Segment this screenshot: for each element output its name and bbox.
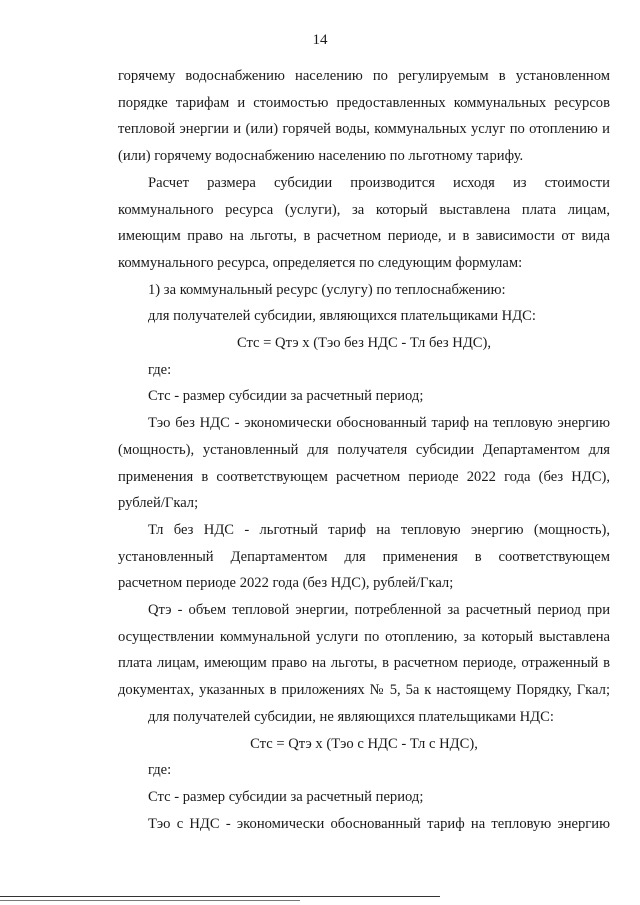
footer-rule-secondary: [0, 900, 300, 901]
formula-line: Стс = Qтэ x (Тэо без НДС - Тл без НДС),: [236, 335, 492, 352]
text-line: Расчет размера субсидии производится исходя из стоимости: [148, 174, 610, 191]
text-line: порядке тарифам и стоимостью предоставленных коммунальных ресурсов: [118, 94, 610, 111]
text-line: Тл без НДС - льготный тариф на тепловую энергию (мощность),: [148, 521, 610, 538]
text-line: Qтэ - объем тепловой энергии, потребленной за расчетный период при: [148, 602, 610, 619]
footer-rule: [0, 896, 440, 897]
text-line: применения в соответствующем расчетном периоде 2022 года (без НДС),: [118, 468, 610, 485]
text-line: Тэо с НДС - экономически обоснованный тариф на тепловую энергию: [148, 815, 610, 832]
document-body: [118, 63, 610, 837]
text-line: (или) горячему водоснабжению населению по льготному тарифу.: [118, 148, 524, 165]
text-line: коммунального ресурса, определяется по следующим формулам:: [118, 254, 523, 271]
text-line: где:: [148, 361, 172, 378]
text-line: рублей/Гкал;: [118, 495, 199, 512]
text-line: коммунального ресурса (услуги), за который выставлена плата лицам,: [118, 201, 610, 218]
text-line: расчетном периоде 2022 года (без НДС), рублей/Гкал;: [118, 575, 454, 592]
page-number: 14: [312, 32, 328, 48]
text-line: где:: [148, 762, 172, 779]
text-line: установленный Департаментом для применения в соответствующем: [118, 548, 610, 565]
text-line: Тэо без НДС - экономически обоснованный тариф на тепловую энергию: [148, 415, 610, 432]
text-line: для получателей субсидии, являющихся плательщиками НДС:: [148, 308, 536, 325]
text-line: имеющим право на льготы, в расчетном периоде, и в зависимости от вида: [118, 228, 610, 245]
text-line: Стс - размер субсидии за расчетный период;: [148, 788, 424, 805]
text-line: тепловой энергии и (или) горячей воды, коммунальных услуг по отоплению и: [118, 121, 610, 138]
text-line: (мощность), установленный для получателя субсидии Департаментом для: [118, 441, 610, 458]
formula-line: Стс = Qтэ x (Тэо с НДС - Тл с НДС),: [250, 735, 478, 752]
text-line: осуществлении коммунальной услуги по отоплению, за который выставлена: [118, 628, 610, 645]
text-line: горячему водоснабжению населению по регулируемым в установленном: [118, 68, 610, 84]
text-line: документах, указанных в приложениях № 5, 5а к настоящему Порядку, Гкал;: [118, 682, 610, 699]
text-line: Стс - размер субсидии за расчетный период;: [148, 388, 424, 405]
text-line: для получателей субсидии, не являющихся плательщиками НДС:: [148, 708, 554, 725]
text-line: 1) за коммунальный ресурс (услугу) по теплоснабжению:: [148, 281, 506, 298]
text-line: плата лицам, имеющим право на льготы, в расчетном периоде, отраженный в: [118, 655, 610, 672]
